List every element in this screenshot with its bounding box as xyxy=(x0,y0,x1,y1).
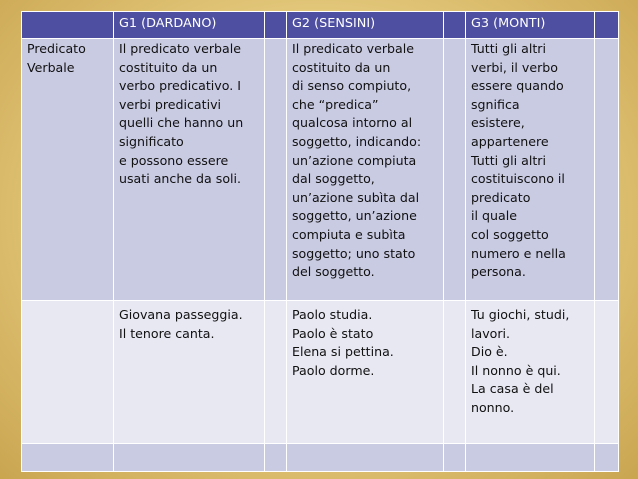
examples-g2: Paolo studia. Paolo è stato Elena si pettina. Paolo dorme. xyxy=(287,301,444,444)
empty-cell xyxy=(265,444,287,472)
definition-g1: Il predicato verbale costituito da un verbo predicativo. I verbi predicativi quelli che hanno un significato e possono essere usati anche da soli. xyxy=(114,39,265,301)
empty-cell xyxy=(466,444,595,472)
definition-spacer-2 xyxy=(444,39,466,301)
examples-spacer-1 xyxy=(265,301,287,444)
empty-cell xyxy=(287,444,444,472)
header-cell-empty xyxy=(22,12,114,39)
empty-cell xyxy=(114,444,265,472)
header-spacer-2 xyxy=(444,12,466,39)
examples-spacer-3 xyxy=(595,301,619,444)
empty-row xyxy=(22,444,619,472)
header-spacer-1 xyxy=(265,12,287,39)
examples-spacer-2 xyxy=(444,301,466,444)
examples-g3: Tu giochi, studi, lavori. Dio è. Il nonno è qui. La casa è del nonno. xyxy=(466,301,595,444)
definition-spacer-1 xyxy=(265,39,287,301)
header-g3: G3 (MONTI) xyxy=(466,12,595,39)
definition-g2: Il predicato verbale costituito da un di senso compiuto, che “predica” qualcosa intorno al soggetto, indicando: un’azione compiuta dal soggetto, un’azione subìta dal soggetto, un’azione compiuta e subìta soggetto; uno stato del soggetto. xyxy=(287,39,444,301)
empty-cell xyxy=(22,444,114,472)
row-label-predicato-verbale: Predicato Verbale xyxy=(22,39,114,301)
header-g2: G2 (SENSINI) xyxy=(287,12,444,39)
comparison-table xyxy=(21,11,619,472)
header-g1: G1 (DARDANO) xyxy=(114,12,265,39)
header-spacer-3 xyxy=(595,12,619,39)
header-row xyxy=(22,12,619,39)
examples-g1: Giovana passeggia. Il tenore canta. xyxy=(114,301,265,444)
definition-row xyxy=(22,39,619,301)
definition-g3: Tutti gli altri verbi, il verbo essere quando sgnifica esistere, appartenere Tutti gli altri costituiscono il predicato il quale col soggetto numero e nella persona. xyxy=(466,39,595,301)
empty-cell xyxy=(444,444,466,472)
definition-spacer-3 xyxy=(595,39,619,301)
examples-row xyxy=(22,301,619,444)
empty-cell xyxy=(595,444,619,472)
examples-label xyxy=(22,301,114,444)
